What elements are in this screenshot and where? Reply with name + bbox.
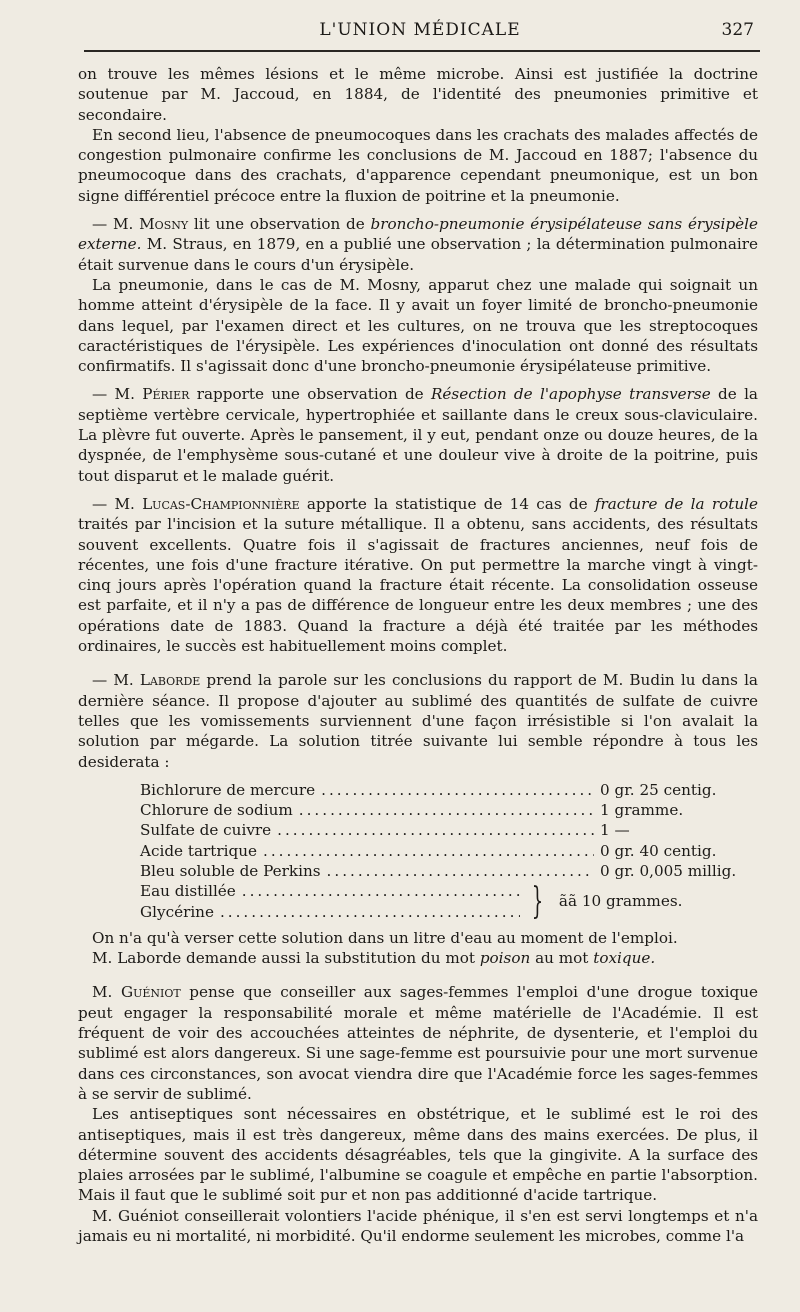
paragraph: On n'a qu'à verser cette solution dans un litre d'eau au moment de l'emploi. bbox=[92, 928, 678, 947]
recipe-row: Eau distillée ..... bbox=[140, 881, 526, 901]
speaker-name: Guéniot bbox=[120, 983, 181, 1002]
paragraph-lucas-championniere: — M. Lucas-Championnière apporte la statistique de 14 cas de fracture de la rotule traités par l'incision et la suture métallique. Il a obtenu, sans accidents, des résultats souvent excellents. Quatre fois il s'agissait de fractures anciennes, neuf fois de récentes, une fois d'une fracture itérative. On put permettre la marche vingt à vingt-cinq jours après l'opération quand la fracture était récente. La consolidation osseuse est parfaite, et il n'y a pas de différence de longueur entre les deux membres ; une des opérations date de 1883. Quand la fracture a déjà été traitée par les méthodes ordinaires, le succès est habituellement moins complet. bbox=[78, 494, 758, 656]
body-text bbox=[78, 64, 758, 1246]
recipe-row: Glycérine ..... bbox=[140, 902, 526, 922]
recipe-row: Bichlorure de mercure ..... 0 gr. 25 centig. bbox=[140, 780, 740, 800]
running-header bbox=[80, 20, 760, 46]
speaker-name: Lucas-Championnière bbox=[142, 494, 300, 513]
italic-title: Résection de l'apophyse transverse bbox=[431, 385, 711, 404]
page-number: 327 bbox=[721, 20, 754, 40]
paragraph-laborde: — M. Laborde prend la parole sur les conclusions du rapport de M. Budin lu dans la dernière séance. Il propose d'ajouter au sublimé des quantités de sulfate de cuivre telles que les vomissements surviennent d'une façon irrésistible si l'on avalait la solution par mégarde. La solution titrée suivante lui semble répondre à tous les desiderata : bbox=[78, 671, 758, 771]
speaker-name: Périer bbox=[142, 385, 190, 404]
paragraph-mosny: — M. Mosny lit une observation de broncho-pneumonie érysipélateuse sans érysipèle externe. M. Straus, en 1879, en a publié une observation ; la détermination pulmonaire était survenue dans le cours d'un érysipèle. bbox=[78, 215, 758, 274]
paragraph-perier: — M. Périer rapporte une observation de Résection de l'apophyse transverse de la septième vertèbre cervicale, hypertrophiée et saillante dans le creux sous-claviculaire. La plèvre fut ouverte. Après le pansement, il y eut, pendant onze ou douze heures, de la dyspnée, de l'emphysème sous-cutané et une douleur vive à droite de la poitrine, puis tout disparut et le malade guérit. bbox=[78, 385, 758, 485]
paragraph: M. Laborde demande aussi la substitution du mot poison au mot toxique. bbox=[92, 949, 656, 968]
speaker-name: Mosny bbox=[139, 215, 189, 234]
recipe-group: Eau distillée ..... Glycérine ..... } ãã 10 grammes. bbox=[140, 881, 740, 922]
italic-title: fracture de la rotule bbox=[594, 494, 758, 513]
recipe-table bbox=[140, 780, 740, 922]
recipe-row: Chlorure de sodium ..... 1 gramme. bbox=[140, 800, 740, 820]
paragraph: M. Guéniot conseillerait volontiers l'acide phénique, il s'en est servi longtemps et n'a jamais eu ni mortalité, ni morbidité. Qu'il endorme seulement les microbes, comme l'a bbox=[78, 1206, 758, 1246]
paragraph: La pneumonie, dans le cas de M. Mosny, apparut chez une malade qui soignait un homme atteint d'érysipèle de la face. Il y avait un foyer limité de broncho-pneumonie dans lequel, par l'examen direct et les cultures, on ne trouva que les streptocoques caractéristiques de l'érysipèle. Les expériences d'inoculation ont donné des résultats confirmatifs. Il s'agissait donc d'une broncho-pneumonie érysipélateuse primitive. bbox=[78, 275, 758, 376]
paragraph: on trouve les mêmes lésions et le même microbe. Ainsi est justifiée la doctrine soutenue par M. Jaccoud, en 1884, de l'identité des pneumonies primitive et secondaire. bbox=[78, 65, 758, 124]
paragraph: Les antiseptiques sont nécessaires en obstétrique, et le sublimé est le roi des antiseptiques, mais il est très dangereux, même dans des mains exercées. De plus, il détermine souvent des accidents désagréables, tels que la gingivite. A la surface des plaies arrosées par le sublimé, l'albumine se coagule et empêche en partie l'absorption. Mais il faut que le sublimé soit pur et non pas additionné d'acide tartrique. bbox=[78, 1105, 758, 1205]
recipe-row: Acide tartrique ..... 0 gr. 40 centig. bbox=[140, 841, 740, 861]
paragraph-gueniot: M. Guéniot pense que conseiller aux sages-femmes l'emploi d'une drogue toxique peut engager la responsabilité morale et même matérielle de l'Académie. Il est fréquent de voir des accouchées atteintes de néphrite, de dysenterie, et l'emploi du sublimé est alors dangereux. Si une sage-femme est poursuivie pour une mort survenue dans ces circonstances, son avocat viendra dire que l'Académie force les sages-femmes à se servir de sublimé. bbox=[78, 983, 758, 1103]
speaker-name: Laborde bbox=[139, 671, 201, 690]
italic-title: broncho-pneumonie érysipélateuse sans érysipèle externe. bbox=[78, 215, 758, 254]
header-rule bbox=[84, 50, 760, 52]
recipe-row: Bleu soluble de Perkins ..... 0 gr. 0,005 millig. bbox=[140, 861, 740, 881]
running-title: L'UNION MÉDICALE bbox=[319, 20, 521, 40]
paragraph: En second lieu, l'absence de pneumocoques dans les crachats des malades affectés de congestion pulmonaire confirme les conclusions de M. Jaccoud en 1887; l'absence du pneumocoque dans des crachats, d'apparence cependant pneumonique, est un bon signe différentiel précoce entre la fluxion de poitrine et la pneumonie. bbox=[78, 125, 758, 205]
recipe-row: Sulfate de cuivre ..... 1 — bbox=[140, 820, 740, 840]
brace-symbol: } bbox=[531, 880, 544, 922]
